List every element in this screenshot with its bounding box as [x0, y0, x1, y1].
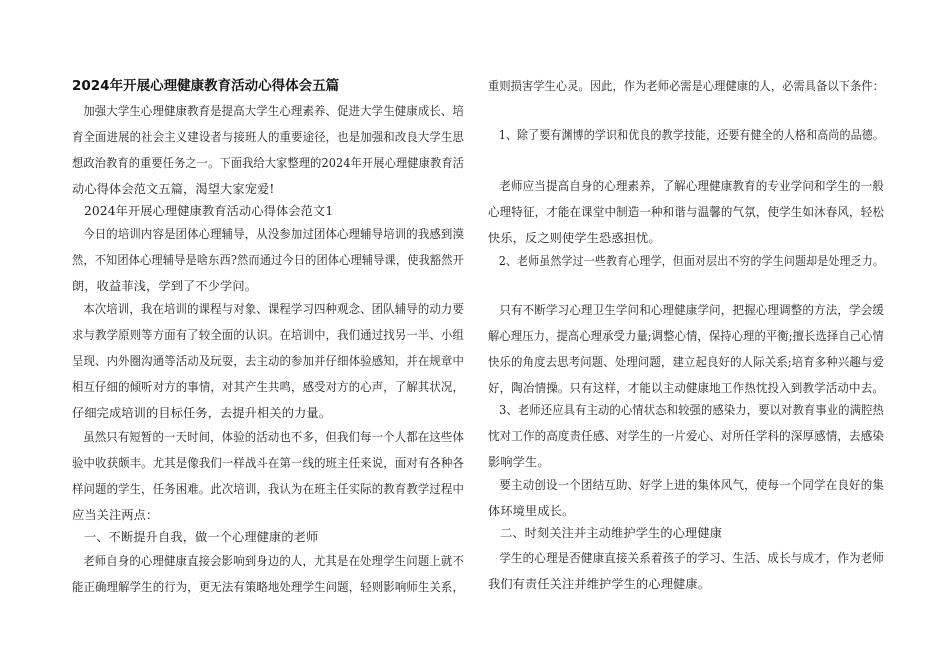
document-title: 2024年开展心理健康教育活动心得体会五篇 — [72, 78, 340, 94]
paragraph — [488, 73, 920, 99]
text-line: 重则损害学生心灵。因此，作为老师必需是心理健康的人，必需具备以下条件： — [488, 79, 885, 93]
text-line: 一、不断提升自我，做一个心理健康的老师 — [84, 530, 319, 544]
text-line: 快乐，反之则使学生恐惑担忧。 — [488, 231, 661, 245]
paragraph — [72, 548, 491, 600]
text-line: 老师自身的心理健康直接会影响到身边的人，尤其是在处理学生问题上就不 — [83, 554, 464, 568]
paragraph — [72, 221, 498, 299]
text-line: 然，不知团体心理辅导是啥东西?然而通过今日的团体心理辅导课，使我豁然开 — [72, 253, 464, 267]
text-line: 想政治教育的重要任务之一。下面我给大家整理的2024年开展心理健康教育活 — [72, 156, 465, 170]
text-line: 动心得体会范文五篇，渴望大家宠爱! — [72, 182, 275, 196]
text-line: 2024年开展心理健康教育活动心得体会范文1 — [84, 204, 334, 218]
text-line: 1、除了要有渊博的学识和优良的教学技能，还要有健全的人格和高尚的品德。 — [498, 128, 884, 142]
list-item — [488, 248, 927, 274]
text-line: 学生的心理是否健康直接关系着孩子的学习、生活、成长与成才，作为老师 — [499, 551, 885, 565]
text-line: 本次培训，我在培训的课程与对象、课程学习四种观念、团队辅导的动力要 — [83, 302, 464, 316]
text-line: 体环境里成长。 — [488, 504, 575, 518]
text-line: 仔细完成培训的目标任务，去提升相关的力量。 — [72, 406, 332, 420]
text-line: 心理特征，才能在课堂中制造一种和谐与温馨的气氛，使学生如沐春风，轻松 — [488, 205, 884, 219]
section-heading — [72, 524, 318, 550]
list-item — [488, 122, 927, 148]
section-heading — [488, 520, 722, 546]
text-line: 能正确理解学生的行为，更无法有策略地处理学生问题，轻则影响师生关系， — [72, 580, 465, 594]
text-line: 快乐的角度去思考问题、处理问题，建立起良好的人际关系;培育多种兴趣与爱 — [488, 355, 884, 369]
text-line: 2、老师虽然学过一些教育心理学，但面对层出不穷的学生问题却是处理乏力。 — [498, 254, 884, 268]
paragraph — [488, 173, 907, 251]
paragraph — [488, 297, 916, 401]
text-line: 求与教学原则等方面有了较全面的认识。在培训中，我们通过找另一半、小组 — [72, 328, 465, 342]
text-line: 只有不断学习心理卫生学问和心理健康学问，把握心理调整的方法，学会缓 — [499, 303, 885, 317]
text-line: 好，陶冶情操。只有这样，才能以主动健康地工作热忱投入到教学活动中去。 — [488, 381, 884, 395]
text-line: 解心理压力，提高心理承受力量;调整心情，保持心理的平衡;擅长选择自己心情 — [488, 329, 884, 343]
text-line: 样问题的学生，任务困难。此次培训，我认为在班主任实际的教育教学过程中 — [72, 482, 465, 496]
list-item — [488, 397, 915, 475]
text-line: 老师应当提高自身的心理素养，了解心理健康教育的专业学问和学生的一般 — [499, 179, 885, 193]
text-line: 影响学生。 — [488, 455, 550, 469]
text-line: 我们有责任关注并维护学生的心理健康。 — [488, 577, 711, 591]
text-line: 朗，收益菲浅，学到了不少学问。 — [72, 279, 258, 293]
paragraph — [488, 472, 907, 524]
text-line: 忱对工作的高度责任感、对学生的一片爱心、对所任学科的深厚感情，去感染 — [488, 429, 884, 443]
text-line: 加强大学生心理健康教育是提高大学生心理素养、促进大学生健康成长、培 — [83, 104, 464, 118]
paragraph — [72, 296, 491, 426]
paragraph — [72, 424, 491, 528]
text-line: 相互仔细的倾听对方的事情，对其产生共鸣，感受对方的心声，了解其状况， — [72, 380, 465, 394]
text-line: 育全面进展的社会主义建设者与接班人的重要途径，也是加强和改良大学生思 — [72, 130, 465, 144]
text-line: 3、老师还应具有主动的心情状态和较强的感染力，要以对教育事业的满腔热 — [499, 403, 885, 417]
paragraph — [488, 545, 907, 597]
text-line: 今日的培训内容是团体心理辅导，从没参加过团体心理辅导培训的我感到漠 — [83, 227, 464, 241]
text-line: 呈现、内外圈沟通等活动及玩耍，去主动的参加并仔细体验感知，并在规章中 — [72, 354, 465, 368]
text-line: 验中收获颇丰。尤其是像我们一样战斗在第一线的班主任来说，面对有各种各 — [72, 456, 465, 470]
text-line: 要主动创设一个团结互助、好学上进的集体风气，使每一个同学在良好的集 — [499, 478, 885, 492]
text-line: 虽然只有短暂的一天时间，体验的活动也不多，但我们每一个人都在这些体 — [83, 430, 464, 444]
text-line: 二、时刻关注并主动维护学生的心理健康 — [500, 526, 723, 540]
text-line: 应当关注两点： — [72, 508, 159, 522]
paragraph — [72, 98, 498, 202]
